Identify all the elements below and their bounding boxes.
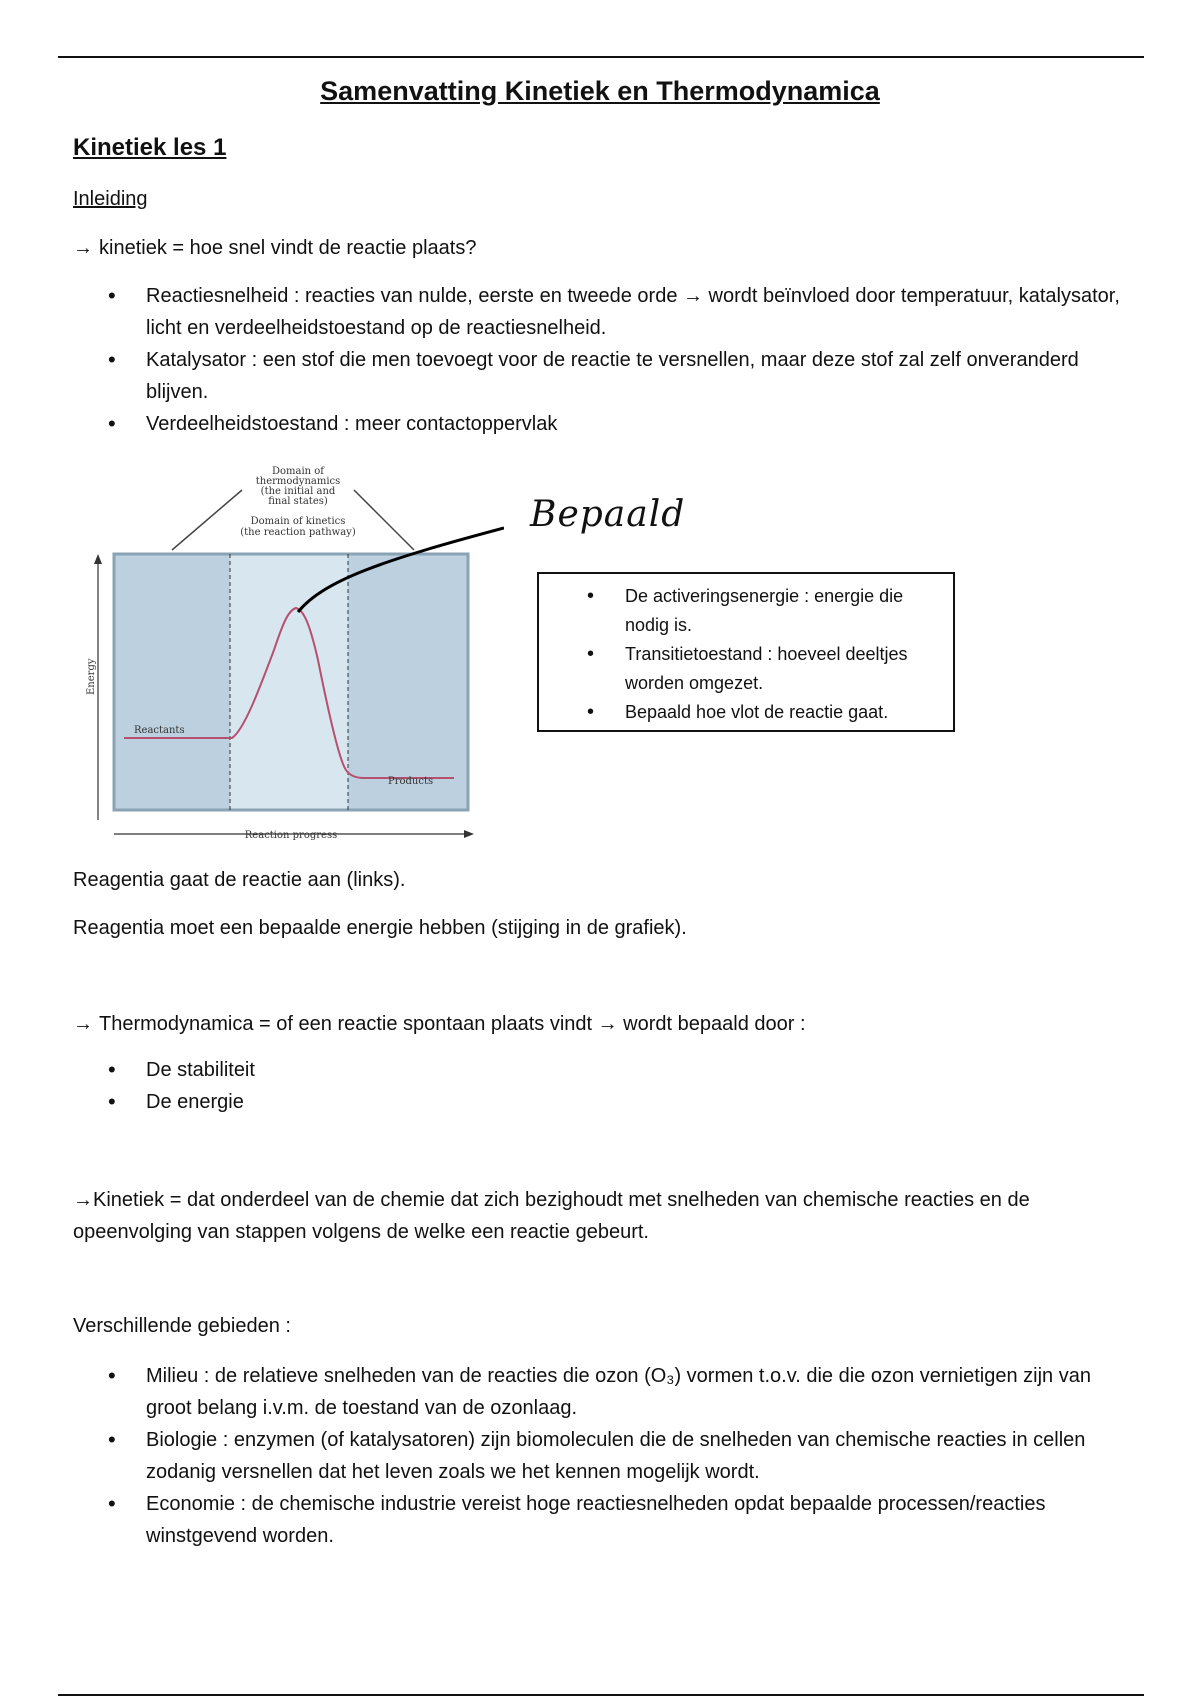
domain-thermo-line-2: thermodynamics bbox=[255, 476, 341, 487]
list-item: • De activeringsenergie : energie die nodig is. bbox=[539, 582, 925, 640]
energy-diagram bbox=[84, 460, 504, 850]
bottom-rule bbox=[58, 1694, 1144, 1696]
list-item: • Economie : de chemische industrie vereist hoge reactiesnelheden opdat bepaalde processen/reacties winstgevend worden. bbox=[104, 1488, 1134, 1552]
domain-kinetics-line-1: Domain of kinetics bbox=[250, 516, 346, 527]
thermo-line bbox=[73, 1008, 806, 1040]
list-item: • De stabiliteit bbox=[104, 1054, 1134, 1086]
gebieden-heading: Verschillende gebieden : bbox=[73, 1315, 291, 1337]
arrow-icon: → bbox=[73, 237, 93, 259]
domain-thermo-line-3: (the initial and bbox=[260, 486, 336, 497]
handwritten-note: Bepaald bbox=[530, 494, 686, 535]
panel-middle bbox=[230, 554, 348, 810]
intro-line bbox=[73, 232, 476, 264]
list-item: • Bepaald hoe vlot de reactie gaat. bbox=[539, 698, 925, 727]
intro-bullet-list bbox=[104, 280, 1134, 440]
products-label: Products bbox=[388, 776, 434, 787]
list-item: • Katalysator : een stof die men toevoegt voor de reactie te versnellen, maar deze stof zal zelf onveranderd blijven. bbox=[104, 344, 1134, 408]
list-item: • Reactiesnelheid : reacties van nulde, eerste en tweede orde → wordt beïnvloed door temperatuur, katalysator, licht en verdeelheidstoestand op de reactiesnelheid. bbox=[104, 280, 1134, 344]
panel-left bbox=[114, 554, 230, 810]
thermo-text: Thermodynamica = of een reactie spontaan plaats vindt → wordt bepaald door : bbox=[99, 1013, 806, 1035]
subsection-heading: Inleiding bbox=[73, 188, 148, 210]
domain-kinetics-line-2: (the reaction pathway) bbox=[240, 527, 356, 538]
x-axis-arrow-icon bbox=[464, 830, 474, 838]
kinetiek-definition: →Kinetiek = dat onderdeel van de chemie dat zich bezighoudt met snelheden van chemische reacties en de opeenvolging van stappen volgens de welke een reactie gebeurt. bbox=[73, 1189, 1030, 1243]
reagentia-line-1: Reagentia gaat de reactie aan (links). bbox=[73, 869, 406, 891]
list-item: • De energie bbox=[104, 1086, 1134, 1118]
y-axis-label: Energy bbox=[86, 658, 97, 695]
list-item: • Biologie : enzymen (of katalysatoren) zijn biomoleculen die de snelheden van chemische reacties in cellen zodanig versnellen dat het leven zoals we het kennen mogelijk wordt. bbox=[104, 1424, 1134, 1488]
thermo-bracket-left bbox=[172, 490, 242, 550]
x-axis-label: Reaction progress bbox=[244, 830, 338, 841]
domain-thermo-line-4: final states) bbox=[268, 496, 328, 507]
list-item: • Milieu : de relatieve snelheden van de reacties die ozon (O₃) vormen t.o.v. die die ozon vernietigen zijn van groot belang i.v.m. de toestand van de ozonlaag. bbox=[104, 1360, 1134, 1424]
arrow-icon: → bbox=[73, 1013, 93, 1035]
thermo-bracket-right bbox=[354, 490, 414, 550]
reagentia-line-2: Reagentia moet een bepaalde energie hebben (stijging in de grafiek). bbox=[73, 917, 687, 939]
page-title: Samenvatting Kinetiek en Thermodynamica bbox=[320, 76, 880, 106]
y-axis-arrow-icon bbox=[94, 554, 102, 564]
energy-diagram-svg bbox=[84, 460, 504, 850]
callout-box bbox=[537, 572, 955, 732]
list-item: • Transitietoestand : hoeveel deeltjes worden omgezet. bbox=[539, 640, 925, 698]
section-heading: Kinetiek les 1 bbox=[73, 134, 227, 161]
reactants-label: Reactants bbox=[134, 725, 185, 736]
domain-thermo-line-1: Domain of bbox=[271, 466, 325, 477]
thermo-bullet-list bbox=[104, 1054, 1134, 1118]
list-item: • Verdeelheidstoestand : meer contactoppervlak bbox=[104, 408, 1134, 440]
intro-text: kinetiek = hoe snel vindt de reactie plaats? bbox=[99, 237, 477, 259]
panel-right bbox=[348, 554, 468, 810]
callout-bullet-list bbox=[539, 574, 953, 727]
gebieden-bullet-list bbox=[104, 1360, 1134, 1552]
top-rule bbox=[58, 56, 1144, 58]
